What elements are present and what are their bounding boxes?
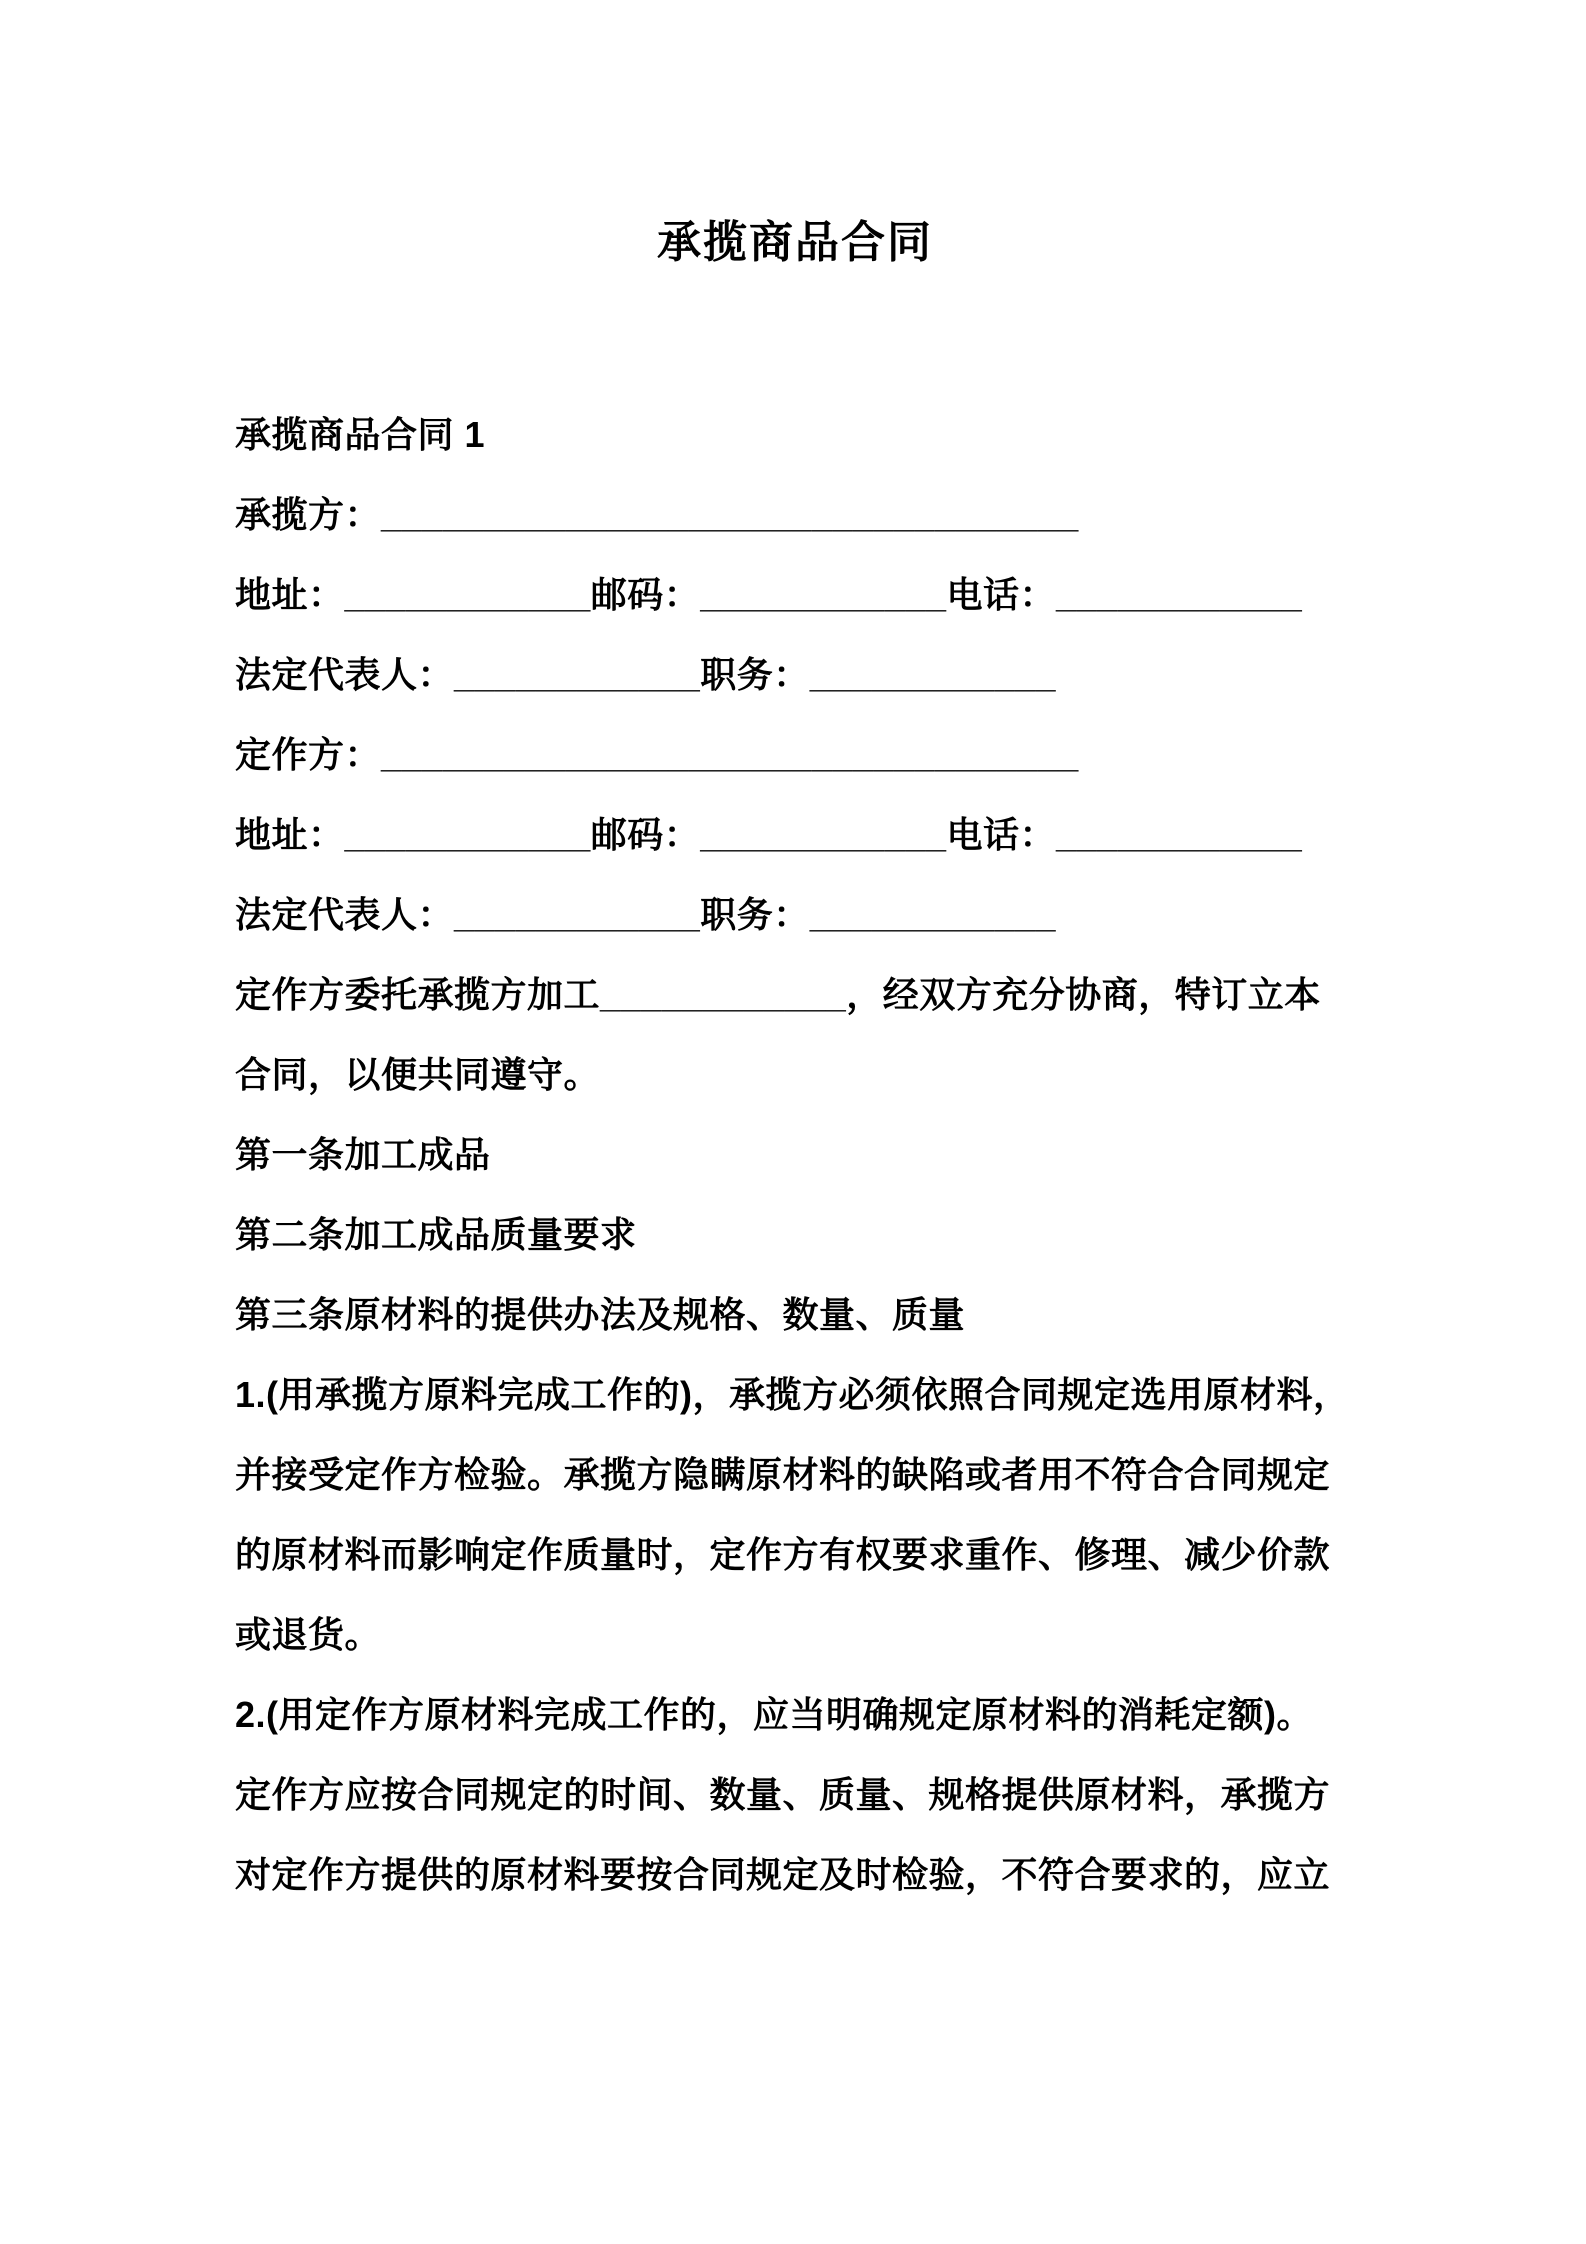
preamble-line-2: 合同，以便共同遵守。 — [235, 1054, 601, 1095]
article-3-heading: 第三条原材料的提供办法及规格、数量、质量 — [235, 1294, 966, 1335]
clause-1-line-1: 1.(用承揽方原料完成工作的)，承揽方必须依照合同规定选用原材料， — [235, 1374, 1350, 1415]
article-2-heading: 第二条加工成品质量要求 — [235, 1214, 637, 1255]
orderer-address-line: 地址：____________邮码：____________电话：____________ — [235, 814, 1303, 855]
preamble-line-1: 定作方委托承揽方加工____________，经双方充分协商，特订立本 — [235, 974, 1321, 1015]
orderer-blank-line: 定作方：__________________________________ — [235, 734, 1079, 775]
contractor-representative-line: 法定代表人：____________职务：____________ — [235, 654, 1057, 695]
contractor-blank-line: 承揽方：__________________________________ — [235, 494, 1079, 535]
clause-2-line-1: 2.(用定作方原材料完成工作的，应当明确规定原材料的消耗定额)。 — [235, 1694, 1314, 1735]
page-title: 承揽商品合同 — [657, 218, 933, 267]
clause-1-line-2: 并接受定作方检验。承揽方隐瞒原材料的缺陷或者用不符合合同规定 — [235, 1454, 1331, 1495]
contractor-address-line: 地址：____________邮码：____________电话：____________ — [235, 574, 1303, 615]
clause-2-line-3: 对定作方提供的原材料要按合同规定及时检验，不符合要求的，应立 — [235, 1854, 1331, 1895]
article-1-heading: 第一条加工成品 — [235, 1134, 491, 1175]
clause-2-line-2: 定作方应按合同规定的时间、数量、质量、规格提供原材料，承揽方 — [235, 1774, 1331, 1815]
clause-1-line-3: 的原材料而影响定作质量时，定作方有权要求重作、修理、减少价款 — [235, 1534, 1331, 1575]
orderer-representative-line: 法定代表人：____________职务：____________ — [235, 894, 1057, 935]
contract-subtitle-line: 承揽商品合同 1 — [235, 414, 486, 455]
clause-1-line-4: 或退货。 — [235, 1614, 382, 1655]
document-body — [235, 395, 1365, 1915]
